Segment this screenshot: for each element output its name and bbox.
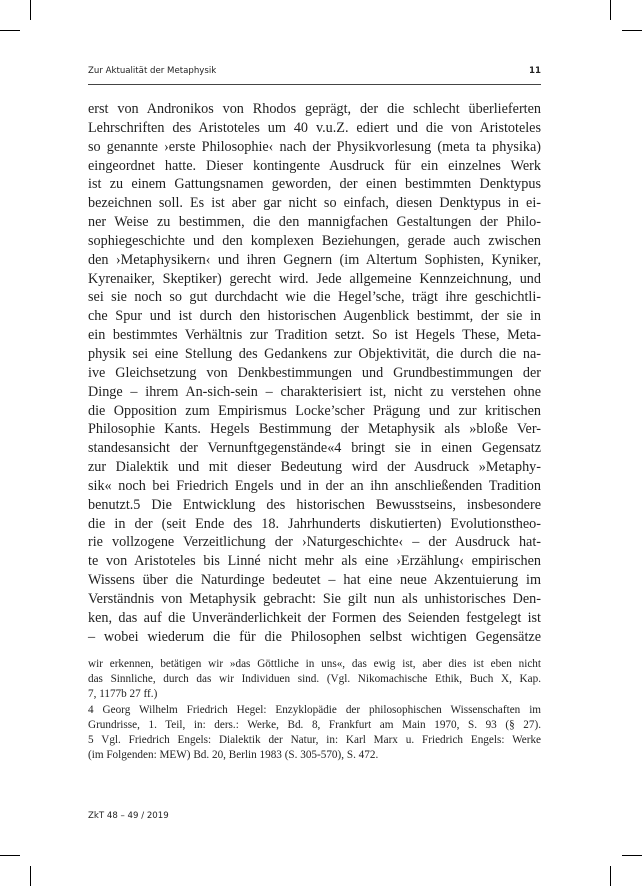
text-line: Lehrschriften des Aristoteles um 40 v.u.Z. ediert und die von Aristoteles [88, 119, 541, 136]
text-line: ist zu einem Gattungsnamen geworden, der einen bestimmten Denktypus [88, 176, 541, 193]
footnote-line: Grundrisse, 1. Teil, in: ders.: Werke, Bd. 8, Frankfurt am Main 1970, S. 93 (§ 27). [88, 718, 541, 731]
text-line: die Opposition zum Empirismus Locke’scher Prägung und zur kritischen [88, 402, 541, 419]
text-line: sik« noch bei Friedrich Engels und in der an ihn anschließenden Tradition [88, 477, 541, 494]
footnote-line: das Sinnliche, durch das wir Individuen sind. (Vgl. Nikomachische Ethik, Buch X, Kap. [88, 673, 541, 686]
text-line: che Spur und ist durch den historischen Augenblick bestimmt, der sie in [88, 308, 541, 325]
text-line: sei sie noch so gut durchdacht wie die Hegel’sche, trägt ihre geschichtli- [88, 289, 541, 306]
footnote-line: wir erkennen, betätigen wir »das Göttliche in uns«, das ewig ist, aber dies ist eben nicht [88, 658, 541, 670]
text-line: ner Weise zu bestimmen, die den mannigfachen Gestaltungen der Philo- [88, 214, 541, 231]
text-line: Philosophie Kants. Hegels Bestimmung der Metaphysik als »bloße Ver- [88, 421, 541, 438]
crop-mark [0, 30, 20, 31]
text-line: – wobei wiederum die für die Philosophen selbst wichtigen Gegensätze [88, 628, 541, 645]
footnote-line: 7, 1177b 27 ff.) [88, 688, 158, 701]
text-line: rie vollzogene Verzeitlichung der ›Naturgeschichte‹ – der Ausdruck hat- [88, 534, 541, 551]
text-line: standesansicht der Vernunftgegenstände«4 bringt sie in einen Gegensatz [88, 440, 541, 457]
text-line: sophiegeschichte und den komplexen Beziehungen, gerade auch zwischen [88, 232, 541, 249]
text-line: ive Gleichsetzung von Denkbestimmungen und Grundbestimmungen der [88, 364, 541, 381]
text-line: physik sei eine Stellung des Gedankens zur Objektivität, die durch die na- [88, 345, 541, 362]
running-header [88, 66, 541, 80]
footnote-line: 5 Vgl. Friedrich Engels: Dialektik der Natur, in: Karl Marx u. Friedrich Engels: Werke [88, 733, 541, 746]
text-line: ken, das auf die Unveränderlichkeit der Formen des Seienden festgelegt ist [88, 609, 541, 626]
header-rule [88, 84, 541, 85]
text-line: ein bestimmtes Verhältnis zur Tradition setzt. So ist Hegels These, Meta- [88, 327, 541, 344]
journal-footer: ZkT 48 – 49 / 2019 [88, 811, 169, 821]
text-line: benutzt.5 Die Entwicklung des historischen Bewusstseins, insbesondere [88, 496, 541, 513]
crop-mark [610, 0, 611, 20]
crop-mark [622, 855, 642, 856]
text-line: zur Dialektik und mit dieser Bedeutung wird der Ausdruck »Metaphy- [88, 459, 541, 476]
text-line: Verständnis von Metaphysik gebracht: Sie gilt nun als unhistorisches Den- [88, 590, 541, 607]
main-text [88, 100, 541, 646]
crop-mark [0, 855, 20, 856]
text-line: erst von Andronikos von Rhodos geprägt, der die schlecht überlieferten [88, 101, 541, 117]
text-line: den ›Metaphysikern‹ und ihren Gegnern (im Altertum Sophisten, Kyniker, [88, 251, 541, 268]
text-line: Kyrenaiker, Skeptiker) gerecht wird. Jede allgemeine Kennzeichnung, und [88, 270, 541, 287]
text-line: bezeichnen soll. Es ist aber gar nicht so einfach, diesen Denktypus in ei- [88, 195, 541, 212]
text-line: so genannte ›erste Philosophie‹ nach der Physikvorlesung (meta ta physika) [88, 138, 541, 155]
page-number: 11 [529, 66, 541, 76]
text-line: te von Aristoteles bis Linné nicht mehr als eine ›Erzählung‹ empirischen [88, 553, 541, 570]
footnote-line: (im Folgenden: MEW) Bd. 20, Berlin 1983 (S. 305-570), S. 472. [88, 749, 379, 762]
crop-mark [622, 30, 642, 31]
footnotes [88, 657, 541, 763]
text-line: Wissens über die Naturdinge bedeutet – hat eine neue Akzentuierung im [88, 572, 541, 589]
crop-mark [610, 866, 611, 886]
running-title: Zur Aktualität der Metaphysik [88, 66, 217, 76]
crop-mark [30, 0, 31, 20]
crop-mark [30, 866, 31, 886]
text-line: die in der (seit Ende des 18. Jahrhunderts diskutierten) Evolutionstheo- [88, 515, 541, 532]
text-line: eingeordnet hatte. Dieser kontingente Ausdruck für ein einzelnes Werk [88, 157, 541, 174]
text-line: Dinge – ihrem An-sich-sein – charakterisiert ist, nicht zu verstehen ohne [88, 383, 541, 400]
footnote-line: 4 Georg Wilhelm Friedrich Hegel: Enzyklopädie der philosophischen Wissenschaften im [88, 703, 541, 716]
